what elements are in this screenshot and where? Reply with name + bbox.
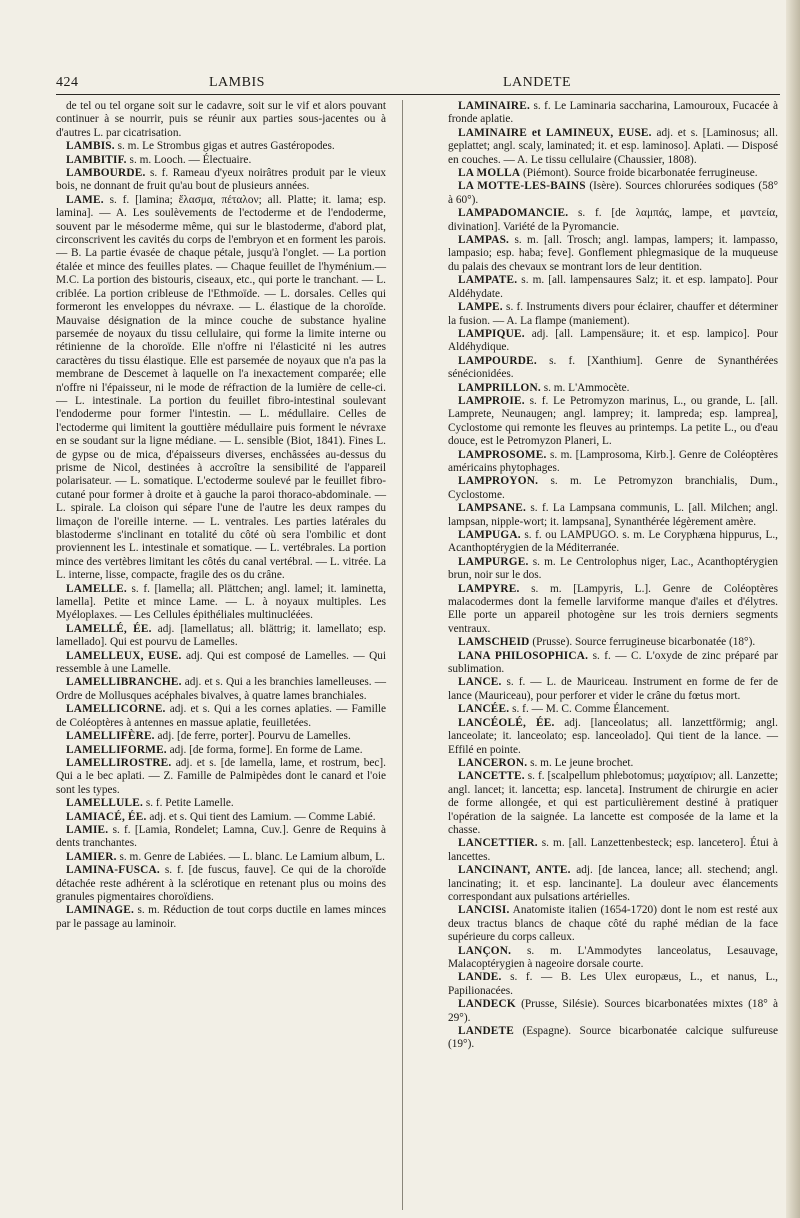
entry-headword: LAMPATE.	[458, 274, 518, 287]
entry-headword: LANDECK	[458, 998, 516, 1011]
entry-definition: s. f. — C. L'oxyde de zinc préparé par sublimation.	[448, 649, 778, 676]
dictionary-entry	[56, 904, 386, 931]
entry-headword: LAMPADOMANCIE.	[458, 207, 569, 220]
entry-definition: adj. [all. Lampensäure; it. et esp. lampico]. Pour Aldéhydique.	[448, 327, 779, 354]
entry-definition: s. f. [scalpellum phlebotomus; μαχαίριον; all. Lanzette; angl. lancet; it. lancetta; esp. lanceta]. Instrument de chirurgie en acier de forme allongée, et qui est particulièrement destiné à pratiquer l'opération de la saignée. La lancette est composée de la lame et la chasse.	[448, 770, 779, 836]
dictionary-entry	[448, 180, 778, 207]
entry-definition: adj. et s. [Laminosus; all. geplattet; angl. scaly, laminated; it. et esp. laminoso]. Aplati. — Disposé en couches. — A. Le tissu cellulaire (Chaussier, 1808).	[448, 126, 778, 166]
dictionary-entry	[448, 998, 778, 1025]
dictionary-entry	[448, 556, 778, 583]
entry-headword: LAMELLEUX, EUSE.	[66, 649, 182, 662]
dictionary-entry	[448, 757, 778, 770]
dictionary-entry	[448, 717, 778, 757]
entry-headword: LAMPURGE.	[458, 555, 529, 568]
entry-headword: LAMELLÉ, ÉE.	[66, 622, 152, 635]
dictionary-entry	[448, 355, 778, 382]
entry-definition: s. f. [lamina; ἔλασμα, πέταλον; all. Platte; it. lama; esp. lamina]. — A. Les soulèvements de l'ectoderme et de l'endoderme, souvent par le mésoderme même, qui sur le blastoderme, d'abord plat, circonscrivent les cavités du corps de l'embryon et en forment les parois. — B. La partie évasée de chaque pétale, jusqu'à l'onglet. — La portion étalée et mince des feuilles plates. — Chaque feuillet de l'hyménium.—M.C. La portion des bistouris, ciseaux, etc., qui porte le tranchant. — L. criblée. La portion cribleuse de l'Ethmoïde. — L. dorsales. Celles qui formeront les enveloppes du névraxe. — L. élastique de la choroïde. Mauvaise désignation de la mince couche de substance hyaline parsemée de noyaux du tissu cellulaire, qui forme la limite interne ou rétinienne de la choroïde. Elle n'offre ni l'élasticité ni les autres caractères du tissu élastique. Elle est parsemée de noyaux que n'a pas la membrane de Descemet à laquelle on l'a inexactement comparée; elle n'offre ni l'épaisseur, ni le mode de réfraction de la lumière de celle-ci. — L. intestinale. La portion du feuillet fibro-intestinal soulevant l'endoderme pour former l'intestin. — L. médullaire. Celles de l'ectoderme qui limitent la gouttière médullaire puis forment le névraxe en se soudant sur la ligne médiane. — L. sensible (Biot, 1841). Fines L. de gypse ou de mica, d'épaisseurs diverses, enchâssées au-dessus du prisme de Nicol, destinées à accroître la sensibilité de l'appareil polarisateur. — L. somatique. L'ectoderme soulevé par le feuillet fibro-cutané pour former à droite et à gauche la paroi thoraco-abdominale. — L. spirale. La cloison qui sépare l'une de l'autre les deux rampes du limaçon de l'oreille interne. — L. ventrales. Les parties latérales du blastoderme s'inclinant en totalité du côté où sera l'ombilic et dont proviennent les L. intestinale et somatique. — L. vertébrales. La portion mince des vertèbres limitant les côtés du canal vertébral. — L. vitrée. La L. interne, lisse, compacte, fragile des os du crâne.	[56, 193, 387, 582]
dictionary-entry	[56, 167, 386, 194]
dictionary-entry	[56, 194, 386, 583]
entry-definition: s. f. Instruments divers pour éclairer, chauffer et déterminer la fusion. — A. La flampe (maniement).	[448, 301, 778, 327]
dictionary-entry	[448, 770, 778, 837]
dictionary-entry	[56, 100, 386, 140]
entry-headword: LAMPE.	[458, 301, 503, 314]
left-column	[56, 100, 386, 931]
header-rule	[56, 94, 780, 95]
dictionary-entry	[56, 140, 386, 153]
dictionary-entry	[448, 301, 778, 328]
dictionary-entry	[448, 676, 778, 703]
dictionary-entry	[448, 207, 778, 234]
entry-definition: adj. [lanceolatus; all. lanzettförmig; angl. lanceolate; it. lanceolato; esp. lanceolado]. Qui tient de la lance. — Effilé en pointe.	[448, 716, 778, 756]
entry-definition: adj. et s. Qui tient des Lamium. — Comme Labié.	[149, 810, 376, 823]
entry-definition: s. m. [all. Lanzettenbesteck; esp. lancetero]. Étui à lancettes.	[448, 837, 778, 863]
entry-headword: LAMELLIFORME.	[66, 743, 167, 756]
entry-headword: LAMELLIROSTRE.	[66, 756, 172, 769]
entry-headword: LAMBOURDE.	[66, 167, 146, 180]
entry-headword: LAMBIS.	[66, 140, 115, 153]
entry-headword: LAMPSANE.	[458, 502, 527, 515]
dictionary-entry	[448, 100, 778, 127]
entry-definition: s. f. [lamella; all. Plättchen; angl. lamel; it. laminetta, lamella]. Petite et mince Lame. — L. à noyaux multiples. Les Myéloplaxes. — Les Cellules épithéliales multinucléées.	[56, 582, 386, 622]
entry-headword: LA MOTTE-LES-BAINS	[458, 180, 586, 193]
entry-headword: LAMIACÉ, ÉE.	[66, 810, 147, 823]
entry-definition: (Isère). Sources chlorurées sodiques (58° à 60°).	[448, 180, 778, 206]
dictionary-entry	[56, 744, 386, 757]
entry-definition: (Espagne). Source bicarbonatée calcique sulfureuse (19°).	[448, 1025, 778, 1051]
dictionary-entry	[448, 234, 778, 274]
running-header	[56, 75, 780, 95]
entry-headword: LANCINANT, ANTE.	[458, 864, 571, 877]
entry-headword: LANDETE	[458, 1025, 515, 1038]
entry-headword: LAMINAIRE.	[458, 100, 530, 112]
dictionary-entry	[56, 757, 386, 797]
dictionary-entry	[448, 1025, 778, 1052]
dictionary-entry	[56, 824, 386, 851]
dictionary-entry	[448, 945, 778, 972]
entry-headword: LAMBITIF.	[66, 153, 127, 166]
entry-definition: s. f. ou LAMPUGO. s. m. Le Coryphæna hippurus, L., Acanthoptérygien de la Méditerranée.	[448, 529, 778, 555]
entry-definition: s. m. Looch. — Électuaire.	[129, 153, 252, 166]
entry-definition: adj. [de lancea, lance; all. stechend; angl. lancinating; it. et esp. lancinante]. La douleur avec élancements correspondant aux pulsations artérielles.	[448, 864, 779, 903]
entry-headword: LANCÉE.	[458, 703, 510, 716]
entry-headword: LAMELLULE.	[66, 797, 144, 810]
entry-definition: s. f. — B. Les Ulex europæus, L., et nanus, L., Papilionacées.	[448, 971, 778, 997]
entry-definition: s. f. Rameau d'yeux noirâtres produit par le vieux bois, ne donnant de fruit qu'au bout de plusieurs années.	[56, 167, 386, 193]
entry-headword: LAMPAS.	[458, 234, 510, 247]
entry-definition: s. m. Le jeune brochet.	[530, 756, 634, 769]
entry-headword: LAMPOURDE.	[458, 354, 537, 367]
dictionary-entry	[448, 529, 778, 556]
entry-definition: s. f. La Lampsana communis, L. [all. Milchen; angl. lampsan, nipple-wort; it. lampsana], Synanthérée légèrement amère.	[448, 502, 779, 528]
entry-definition: s. f. [de λαμπάς, lampe, et μαντεία, divination]. Variété de la Pyromancie.	[448, 207, 778, 233]
entry-headword: LAMINAIRE et LAMINEUX, EUSE.	[458, 126, 652, 139]
entry-definition: s. m. L'Ammocète.	[543, 381, 630, 394]
right-column	[448, 100, 778, 1052]
dictionary-entry	[56, 797, 386, 810]
entry-headword: LANCETTE.	[458, 770, 525, 783]
entry-definition: s. m. L'Ammodytes lanceolatus, Lesauvage, Malacoptérygien à nageoire dorsale courte.	[448, 944, 778, 970]
entry-headword: LAMPROYON.	[458, 475, 539, 488]
entry-headword: LANCÉOLÉ, ÉE.	[458, 716, 555, 729]
entry-headword: LAMINA-FUSCA.	[66, 864, 160, 877]
dictionary-entry	[56, 730, 386, 743]
dictionary-entry	[448, 274, 778, 301]
entry-headword: LAMELLIBRANCHE.	[66, 676, 182, 689]
dictionary-entry	[448, 636, 778, 649]
dictionary-entry	[56, 650, 386, 677]
entry-headword: LANCISI.	[458, 904, 510, 917]
dictionary-entry	[448, 127, 778, 167]
entry-headword: LANA PHILOSOPHICA.	[458, 649, 589, 662]
entry-definition: adj. [lamellatus; all. blättrig; it. lamellato; esp. lamellado]. Qui est pourvu de Lamelles.	[56, 622, 386, 649]
dictionary-entry	[448, 502, 778, 529]
entry-definition: adj. Qui est composé de Lamelles. — Qui ressemble à une Lamelle.	[56, 649, 387, 676]
entry-definition: s. f. Le Laminaria saccharina, Lamouroux, Fucacée à fronde aplatie.	[448, 100, 778, 126]
entry-headword: LAMPUGA.	[458, 529, 521, 541]
entry-definition: s. m. Le Strombus gigas et autres Gastéropodes.	[117, 140, 335, 153]
entry-headword: LAMPROIE.	[458, 394, 525, 407]
entry-definition: s. m. Réduction de tout corps ductile en lames minces par le passage au laminoir.	[56, 904, 386, 930]
entry-definition: s. m. [all. lampensaures Salz; it. et esp. lampato]. Pour Aldéhydate.	[448, 274, 779, 300]
entry-headword: LAMELLE.	[66, 582, 127, 595]
dictionary-entry	[448, 837, 778, 864]
entry-definition: s. m. [all. Trosch; angl. lampas, lampers; it. lampasso, lampasio; esp. haba; feve]. Gonflement phlegmasique de la muqueuse du palais des chevaux se montrant lors de leur dentition.	[448, 234, 778, 273]
page-spine-edge	[786, 0, 800, 1218]
dictionary-entry	[448, 971, 778, 998]
entry-definition: adj. [de forma, forme]. En forme de Lame.	[169, 743, 363, 756]
entry-headword: LAMPROSOME.	[458, 448, 547, 461]
entry-definition: s. f. Petite Lamelle.	[145, 797, 234, 810]
entry-headword: LAMIER.	[66, 850, 117, 863]
dictionary-entry	[56, 583, 386, 623]
entry-definition: s. m. [Lampyris, L.]. Genre de Coléoptères malacodermes dont la femelle larviforme manque d'ailes et d'élytres. Elle porte un appareil photogène sur les trois derniers segments ventraux.	[448, 582, 779, 635]
entry-definition: de tel ou tel organe soit sur le cadavre, soit sur le vif et alors pouvant continuer à se nourrir, puis se réunir aux parties sous-jacentes ou à d'autres L. par cicatrisation.	[56, 100, 386, 139]
dictionary-entry	[448, 864, 778, 904]
entry-definition: s. m. Le Petromyzon branchialis, Dum., Cyclostome.	[448, 475, 779, 501]
right-guide-word: LANDETE	[503, 75, 572, 90]
entry-headword: LANDE.	[458, 971, 502, 984]
entry-headword: LAMPRILLON.	[458, 381, 541, 394]
column-divider	[402, 100, 403, 1210]
dictionary-entry	[448, 583, 778, 637]
entry-definition: (Prusse). Source ferrugineuse bicarbonatée (18°).	[532, 636, 756, 649]
entry-headword: LANCE.	[458, 676, 502, 689]
entry-definition: s. f. [de fuscus, fauve]. Ce qui de la choroïde détachée reste adhérent à la sclérotique en retenant plus ou moins des granules pigmentaires choroïdiens.	[56, 864, 386, 903]
entry-headword: LAMELLICORNE.	[66, 703, 166, 716]
entry-definition: s. f. — L. de Mauriceau. Instrument en forme de fer de lance (Mauriceau), pour perforer et vider le crâne du fœtus mort.	[448, 676, 779, 702]
entry-headword: LAMPIQUE.	[458, 327, 525, 340]
entry-definition: (Piémont). Source froide bicarbonatée ferrugineuse.	[523, 167, 758, 180]
dictionary-entry	[448, 395, 778, 449]
entry-definition: s. f. [Lamia, Rondelet; Lamna, Cuv.]. Genre de Requins à dents tranchantes.	[56, 823, 387, 850]
dictionary-entry	[448, 449, 778, 476]
entry-headword: LAMIE.	[66, 823, 109, 836]
entry-definition: Anatomiste italien (1654-1720) dont le nom est resté aux deux tractus blancs de chaque côté du raphé médian de la face supérieure du corps calleux.	[448, 904, 779, 944]
entry-headword: LANCERON.	[458, 756, 528, 769]
left-guide-word: LAMBIS	[209, 75, 265, 90]
dictionary-entry	[56, 703, 386, 730]
dictionary-entry	[448, 703, 778, 716]
entry-headword: LANCETTIER.	[458, 837, 538, 850]
entry-definition: s. m. [Lamprosoma, Kirb.]. Genre de Coléoptères américains phytophages.	[448, 448, 778, 474]
dictionary-entry	[56, 154, 386, 167]
dictionary-entry	[448, 475, 778, 502]
dictionary-entry	[448, 650, 778, 677]
entry-definition: adj. et s. [de lamella, lame, et rostrum, bec]. Qui a le bec aplati. — Z. Famille de Palmipèdes dont le canard et l'oie sont les types.	[56, 756, 386, 796]
entry-definition: s. f. — M. C. Comme Élancement.	[512, 703, 670, 716]
entry-headword: LAMPYRE.	[458, 582, 520, 595]
entry-definition: s. m. Genre de Labiées. — L. blanc. Le Lamium album, L.	[119, 850, 385, 863]
dictionary-entry	[56, 811, 386, 824]
dictionary-entry	[448, 382, 778, 395]
entry-headword: LAMINAGE.	[66, 904, 135, 917]
dictionary-entry	[56, 851, 386, 864]
page-number: 424	[56, 75, 79, 90]
dictionary-entry	[448, 328, 778, 355]
entry-definition: s. m. Le Centrolophus niger, Lac., Acanthoptérygien brun, noir sur le dos.	[448, 555, 778, 582]
dictionary-entry	[448, 167, 778, 180]
dictionary-entry	[56, 623, 386, 650]
entry-definition: adj. et s. Qui a les cornes aplaties. — Famille de Coléoptères à antennes en massue aplatie, feuilletées.	[56, 703, 387, 729]
entry-definition: adj. et s. Qui a les branchies lamelleuses. — Ordre de Mollusques acéphales bivalves, à quatre lames branchiales.	[56, 676, 386, 702]
entry-headword: LA MOLLA	[458, 167, 521, 180]
dictionary-entry	[448, 904, 778, 944]
dictionary-entry	[56, 864, 386, 904]
entry-headword: LANÇON.	[458, 944, 512, 957]
entry-headword: LAMSCHEID	[458, 636, 530, 649]
entry-definition: adj. [de ferre, porter]. Pourvu de Lamelles.	[157, 730, 351, 743]
entry-headword: LAMELLIFÈRE.	[66, 730, 155, 743]
entry-definition: s. f. Le Petromyzon marinus, L., ou grande, L. [all. Lamprete, Neunaugen; angl. lamprey; it. lampreda; esp. lamprea], Cyclostome qui remonte les fleuves au printemps. La petite L., ou d'eau douce, est le Petromyzon Planeri, L.	[448, 394, 778, 448]
entry-definition: s. f. [Xanthium]. Genre de Synanthérées sénécionidées.	[448, 354, 778, 381]
entry-headword: LAME.	[66, 193, 104, 206]
entry-definition: (Prusse, Silésie). Sources bicarbonatées mixtes (18° à 29°).	[448, 998, 778, 1024]
dictionary-entry	[56, 676, 386, 703]
